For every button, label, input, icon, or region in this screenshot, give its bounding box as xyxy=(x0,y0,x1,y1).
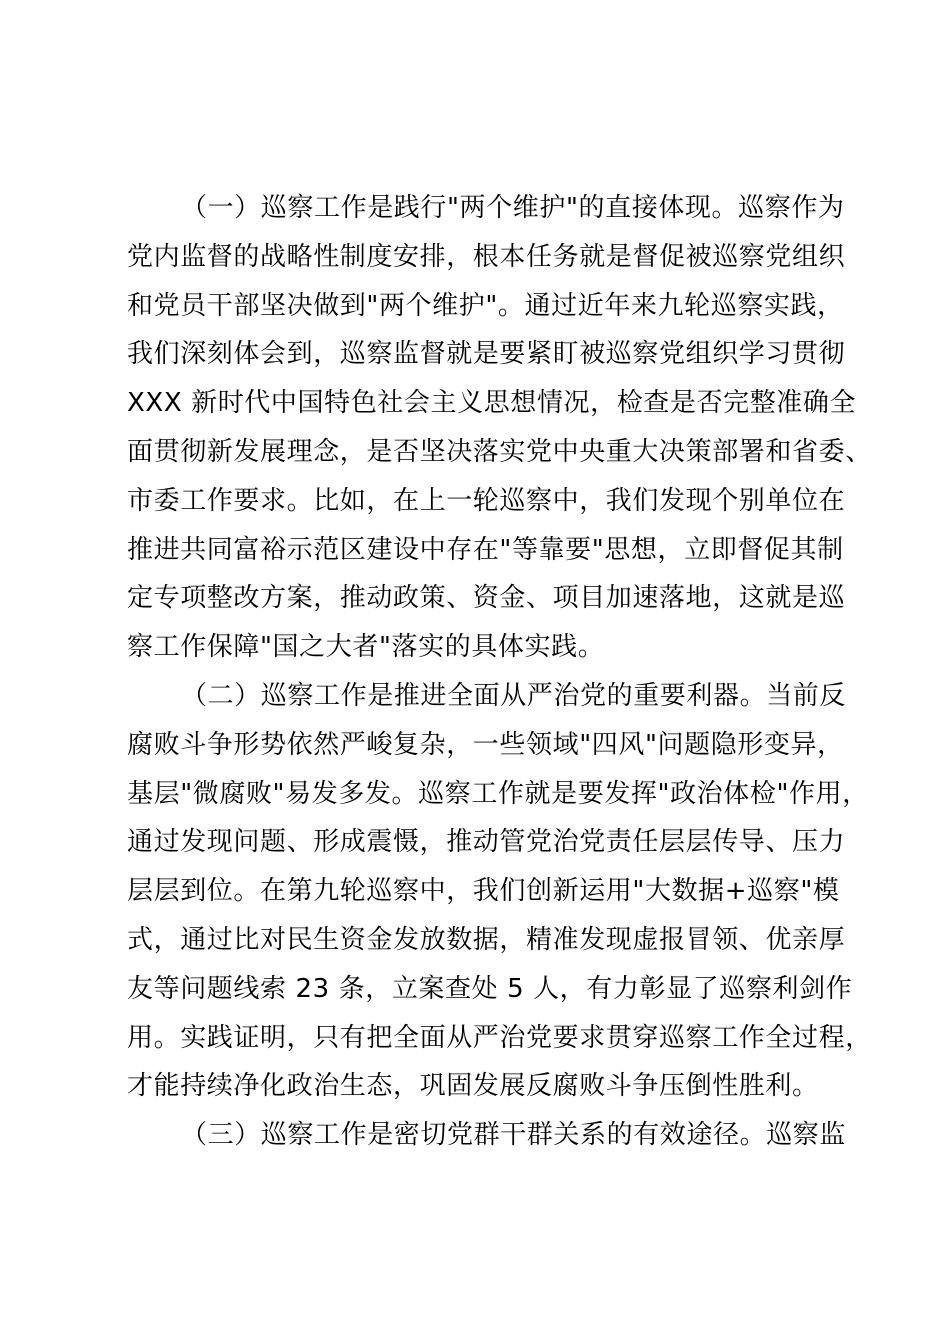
paragraph-line: 察工作保障"国之大者"落实的具体实践。 xyxy=(127,632,605,663)
paragraph-3 xyxy=(127,1111,857,1160)
paragraph-2 xyxy=(127,672,872,1111)
paragraph-line: 层层到位。在第九轮巡察中，我们创新运用"大数据+巡察"模 xyxy=(127,876,840,907)
paragraph-line: 党内监督的战略性制度安排，根本任务就是督促被巡察党组织 xyxy=(127,241,846,272)
paragraph-line: 基层"微腐败"易发多发。巡察工作就是要发挥"政治体检"作用， xyxy=(127,778,869,809)
paragraph-line: 定专项整改方案，推动政策、资金、项目加速落地，这就是巡 xyxy=(127,583,846,614)
paragraph-line: 推进共同富裕示范区建设中存在"等靠要"思想，立即督促其制 xyxy=(127,534,844,565)
paragraph-line: 才能持续净化政治生态，巩固发展反腐败斗争压倒性胜利。 xyxy=(127,1071,819,1102)
paragraph-line: 和党员干部坚决做到"两个维护"。通过近年来九轮巡察实践， xyxy=(127,290,844,321)
paragraph-line: （二）巡察工作是推进全面从严治党的重要利器。当前反 xyxy=(181,680,847,711)
paragraph-line: 面贯彻新发展理念，是否坚决落实党中央重大决策部署和省委、 xyxy=(127,436,872,467)
paragraph-line: 通过发现问题、形成震慑，推动管党治党责任层层传导、压力 xyxy=(127,827,846,858)
paragraph-line: 我们深刻体会到，巡察监督就是要紧盯被巡察党组织学习贯彻 xyxy=(127,339,846,370)
paragraph-line: 友等问题线索 23 条，立案查处 5 人，有力彰显了巡察利剑作 xyxy=(127,973,853,1004)
document-body xyxy=(127,184,872,1160)
paragraph-line: 市委工作要求。比如，在上一轮巡察中，我们发现个别单位在 xyxy=(127,485,846,516)
paragraph-line: 用。实践证明，只有把全面从严治党要求贯穿巡察工作全过程， xyxy=(127,1022,872,1053)
paragraph-line: （一）巡察工作是践行"两个维护"的直接体现。巡察作为 xyxy=(181,193,845,223)
paragraph-1 xyxy=(127,184,872,672)
paragraph-line: （三）巡察工作是密切党群干群关系的有效途径。巡察监 xyxy=(181,1120,847,1151)
paragraph-line: 腐败斗争形势依然严峻复杂，一些领域"四风"问题隐形变异， xyxy=(127,729,844,760)
paragraph-line: 式，通过比对民生资金发放数据，精准发现虚报冒领、优亲厚 xyxy=(127,924,846,955)
paragraph-line: XXX 新时代中国特色社会主义思想情况，检查是否完整准确全 xyxy=(127,388,857,419)
